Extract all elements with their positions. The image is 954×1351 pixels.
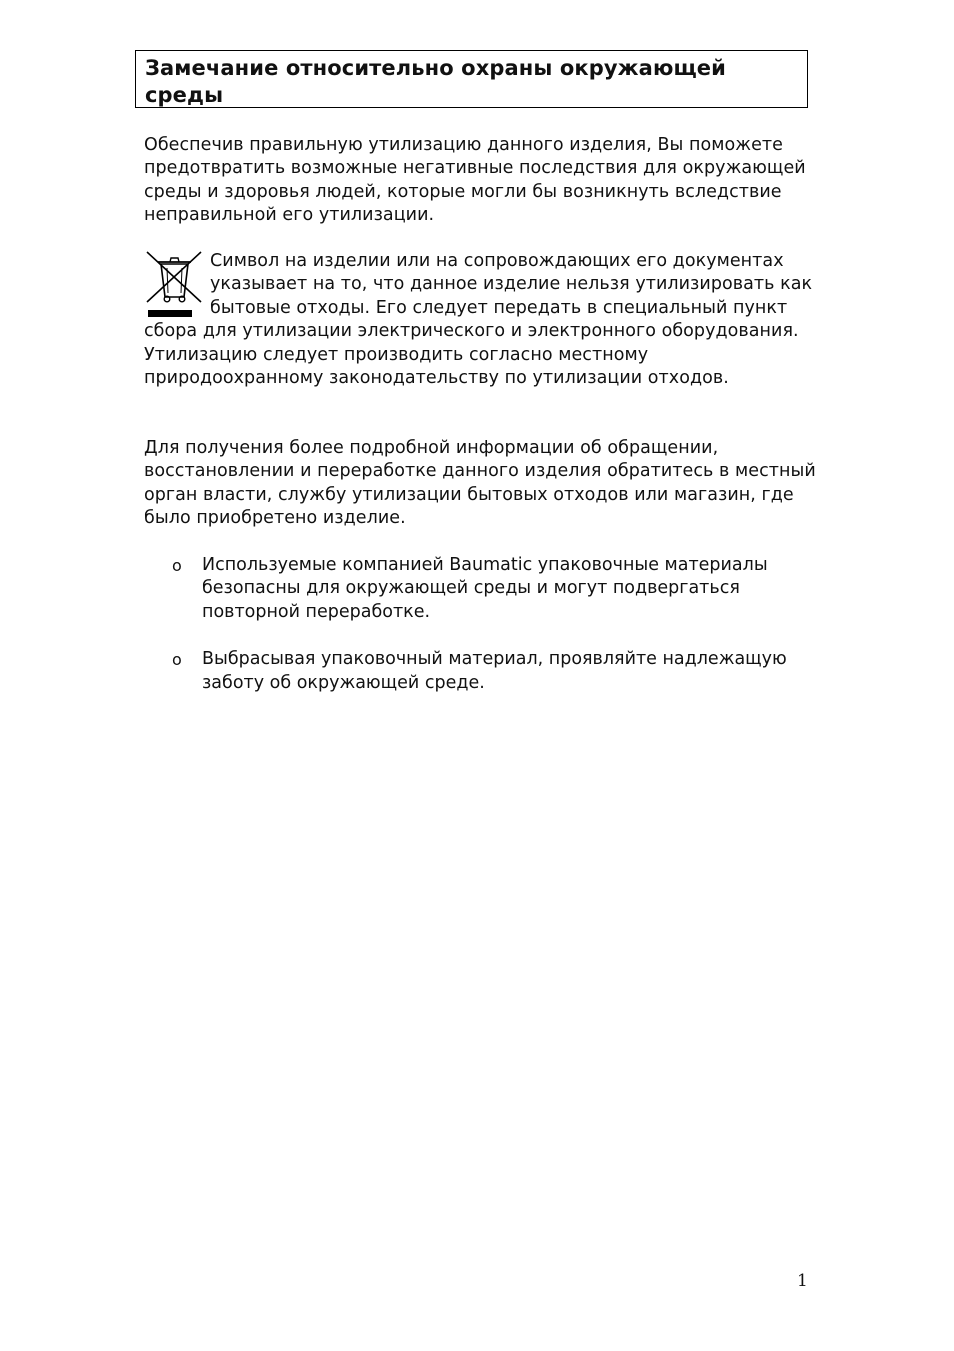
page-number: 1: [797, 1271, 808, 1291]
paragraph-more-info: Для получения более подробной информации об обращении, восстановлении и переработке данного изделия обратитесь в местный орган власти, службу утилизации бытовых отходов или магазин, где было приобретено изделие.: [144, 438, 816, 529]
title-box: [135, 50, 808, 108]
bullet-marker: o: [172, 556, 182, 575]
paragraph-local-legislation: Утилизацию следует производить согласно местному природоохранному законодательству по утилизации отходов.: [144, 344, 729, 389]
bullet-list: [170, 554, 810, 719]
bullet-marker: o: [172, 650, 182, 670]
paragraph-symbol-block: [144, 250, 819, 390]
list-item: [170, 554, 810, 624]
page-title: Замечание относительно охраны окружающей среды: [145, 56, 726, 107]
paragraph-disposal-benefit: Обеспечив правильную утилизацию данного изделия, Вы поможете предотвратить возможные негативные последствия для окружающей среды и здоровья людей, которые могли бы возникнуть вследствие неправильной его утилизации.: [144, 135, 806, 226]
bullet-text: Выбрасывая упаковочный материал, проявляйте надлежащую заботу об окружающей среде.: [202, 649, 787, 693]
bullet-text: Используемые компанией Baumatic упаковочные материалы безопасны для окружающей среды и могут подвергаться повторной переработке.: [202, 555, 768, 622]
list-item: [170, 648, 810, 695]
paragraph-symbol-meaning: Символ на изделии или на сопровождающих его документах указывает на то, что данное изделие нельзя утилизировать как бытовые отходы. Его следует передать в специальный пункт сбора для утилизации электрического и электронного оборудования.: [144, 251, 813, 342]
crossed-out-wheelie-bin-icon: [144, 250, 206, 320]
